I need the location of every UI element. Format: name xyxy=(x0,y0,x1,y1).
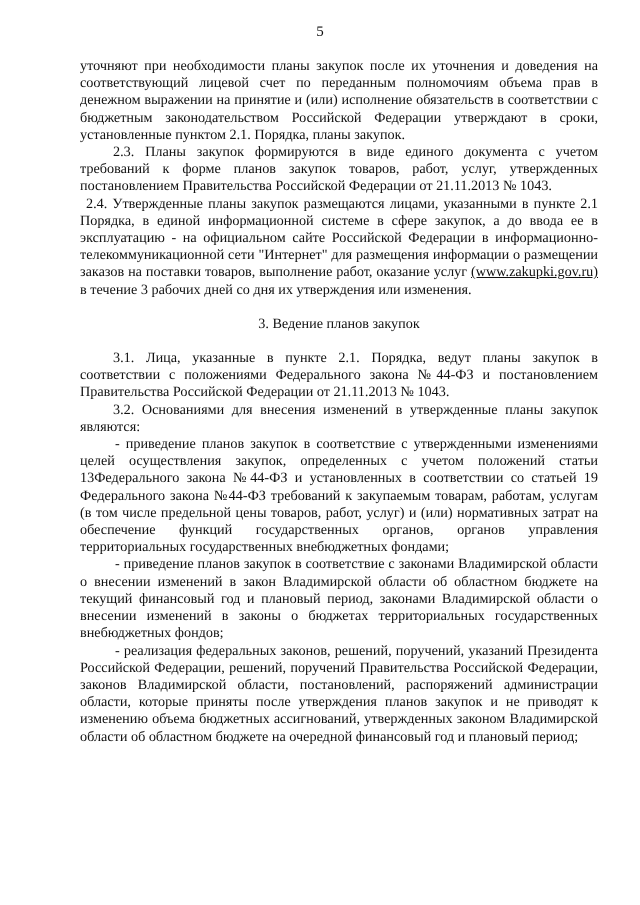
page-number: 5 xyxy=(316,24,324,40)
paragraph-3-1: 3.1. Лица, указанные в пункте 2.1. Порядка, ведут планы закупок в соответствии с положениями Федерального закона №44-ФЗ и постановлением Правительства Российской Федерации от 21.11.2013 № 1043. xyxy=(80,350,598,401)
zakupki-link[interactable]: (www.zakupki.gov.ru) xyxy=(471,264,598,281)
paragraph-continuation: уточняют при необходимости планы закупок после их уточнения и доведения на соответствующий лицевой счет по переданным полномочиям объема прав в денежном выражении на принятие и (или) исполнение обязательств в соответствии с бюджетным законодательством Российской Федерации утверждают в сроки, установленные пунктом 2.1. Порядка, планы закупок. xyxy=(80,58,598,143)
paragraph-2-4-start: 2.4. Утвержденные планы закупок размещаются лицами, указанными в пункте 2.1 Порядка, в единой информационной системе в сфере закупок, а до ввода ее в эксплуатацию - на официальном сайте Российской Федерации в информационно-телекоммуникационной сети "Интернет" для размещения информации о размещении заказов на поставки товаров, выполнение работ, оказание услуг xyxy=(80,195,598,281)
paragraph-2-3: 2.3. Планы закупок формируются в виде единого документа с учетом требований к форме планов закупок товаров, работ, услуг, утвержденных постановлением Правительства Российской Федерации от 21.11.2013 № 1043. xyxy=(80,144,598,195)
list-item-3: - реализация федеральных законов, решений, поручений, указаний Президента Российской Федерации, решений, поручений Правительства Российской Федерации, законов Владимирской области, постановлений, распоряжений администрации области, которые приняты после утверждения планов закупок и не приводят к изменению объема бюджетных ассигнований, утвержденных законом Владимирской области об областном бюджете на очередной финансовый год и плановый период; xyxy=(80,642,598,745)
paragraph-2-4-end: в течение 3 рабочих дней со дня их утверждения или изменения. xyxy=(80,281,472,298)
document-body xyxy=(80,58,598,746)
section-heading-3: 3. Ведение планов закупок xyxy=(258,315,420,332)
list-item-1: - приведение планов закупок в соответствие с утвержденными изменениями целей осуществления закупок, определенных с учетом положений статьи 13Федерального закона №44-ФЗ и установленных в соответствии со статьей 19 Федерального закона №44-ФЗ требований к закупаемым товарам, работам, услугам (в том числе предельной цены товаров, работ, услуг) и (или) нормативных затрат на обеспечение функций государственных органов, органов управления территориальных государственных внебюджетных фондами; xyxy=(80,436,598,556)
list-item-2: - приведение планов закупок в соответствие с законами Владимирской области о внесении изменений в закон Владимирской области об областном бюджете на текущий финансовый год и плановый период, законами Владимирской области о внесении изменений в законы о бюджетах территориальных государственных внебюджетных фондов; xyxy=(80,556,598,642)
paragraph-2-4 xyxy=(80,196,598,299)
paragraph-3-2: 3.2. Основаниями для внесения изменений в утвержденные планы закупок являются: xyxy=(80,401,598,435)
